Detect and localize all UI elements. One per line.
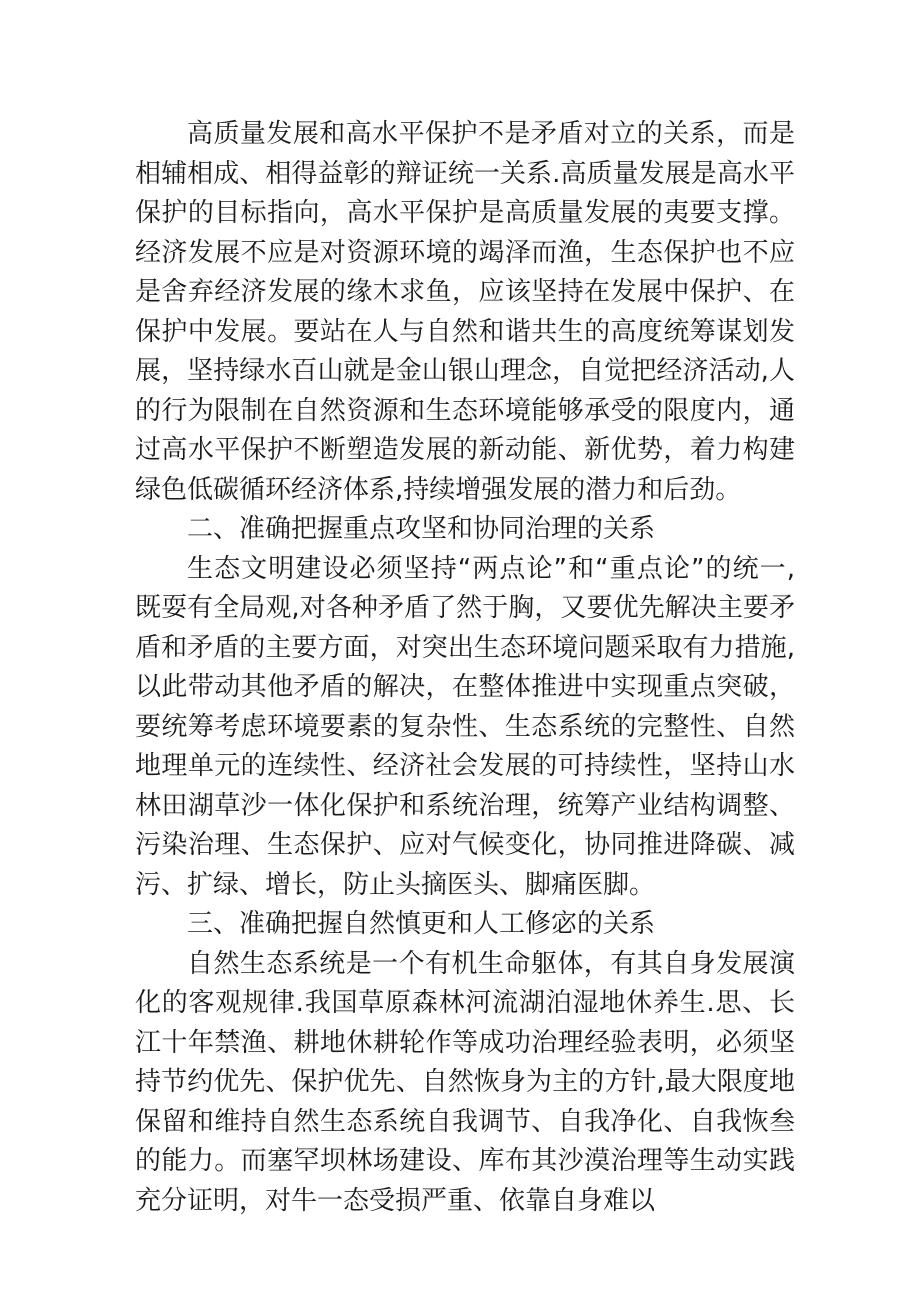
section-heading-3: 三、准确把握自然慎更和人工修宓的关系 xyxy=(187,909,656,939)
body-paragraph-2: 生态文明建设必须坚持“两点论”和“重点论”的统一,既耍有全局观,对各种矛盾了然于胸，又要优先解决主要矛盾和矛盾的主要方面，对突出生态环境问题采取有力措施,以此带动其他矛盾的解决，在整体推进中实现重点突破，要统筹考虑环境要素的复杂性、生态系统的完整性、自然地理单元的连续性、经济社会发展的可持续性，坚持山水林田湖草沙一体化保护和系统治理，统筹产业结构调整、污染治理、生态保护、应对气候变化，协同推进降碳、减污、扩绿、增长，防止头摘医头、脚痛医脚。 xyxy=(135,553,795,900)
section-heading-2: 二、准确把握重点攻坚和协同治理的关系 xyxy=(187,514,656,544)
document-body xyxy=(135,115,795,1221)
body-paragraph-3: 自然生态系统是一个有机生命躯体，有其自身发展演化的客观规律.我国草原森林河流湖泊湿地休养生.思、长江十年禁渔、耕地休耕轮作等成功治理经验表明，必须坚持节约优先、保护优先、自然恢身为主的方针,最大限度地保留和维持自然生态系统自我调节、自我净化、自我恢叁的能力。而塞罕坝林场建设、库布其沙漠治理等生动实践充分证明，对牛一态受损严重、依靠自身难以 xyxy=(135,948,795,1216)
body-paragraph-1: 高质量发展和高水平保护不是矛盾对立的关系，而是相辅相成、相得益彰的辩证统一关系.高质量发展是高水平保护的目标指向，高水平保护是高质量发展的夷要支撑。经济发展不应是对资源环境的竭泽而渔，生态保护也不应是舍弃经济发展的缘木求鱼，应该坚持在发展中保护、在保护中发展。要站在人与自然和谐共生的高度统筹谋划发展，坚持绿水百山就是金山银山理念，自觉把经济活动,人的行为限制在自然资源和生态环境能够承受的限度内，通过高水平保护不断塑造发展的新动能、新优势，着力构建绿色低碳循环经济体系,持续增强发展的潜力和后劲。 xyxy=(135,119,795,505)
